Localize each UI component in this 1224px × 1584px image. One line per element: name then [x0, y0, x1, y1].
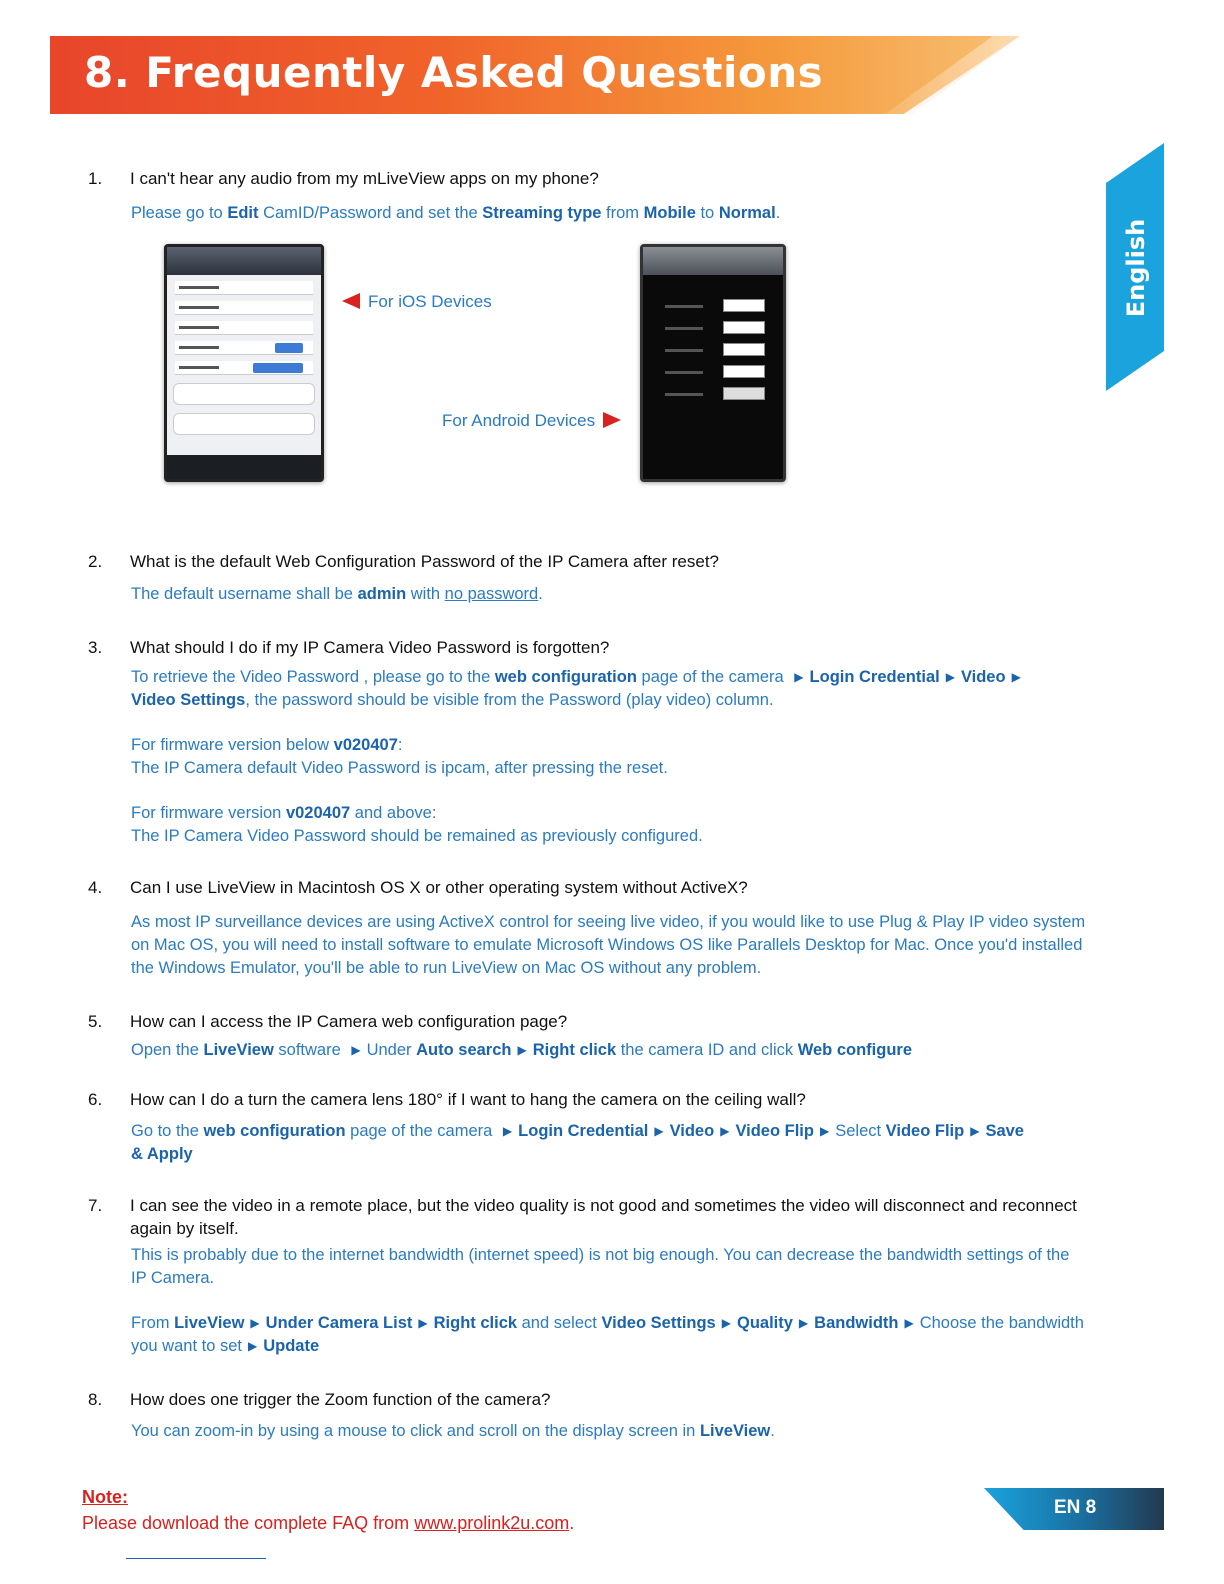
answer-text: software: [273, 1041, 346, 1059]
answer-bold: LiveView: [203, 1041, 274, 1059]
answer-bold: Video Flip: [735, 1122, 814, 1140]
faq-answer: [131, 583, 1088, 606]
answer-text: page of the camera: [345, 1122, 497, 1140]
android-callout: [442, 411, 621, 431]
answer-text: Choose the bandwidth you want to set: [131, 1314, 1084, 1355]
answer-bold: web configuration: [203, 1122, 346, 1140]
play-arrow-icon: ▶: [970, 1124, 980, 1138]
answer-bold: Mobile: [643, 204, 696, 222]
ios-tab-bar: [167, 455, 321, 479]
play-arrow-icon: ▶: [250, 1316, 260, 1330]
play-arrow-icon: ▶: [517, 1043, 527, 1057]
android-label: [665, 327, 703, 330]
arrow-left-icon: [342, 293, 360, 309]
faq-question: What should I do if my IP Camera Video Password is forgotten?: [130, 638, 610, 657]
faq-number: 3.: [88, 638, 103, 657]
faq-number: 6.: [88, 1090, 103, 1109]
faq-question: How does one trigger the Zoom function of the camera?: [130, 1390, 551, 1409]
firmware-above-note: [131, 802, 1088, 848]
faq-number: 7.: [88, 1196, 103, 1215]
ios-screenshot: [164, 244, 324, 482]
ios-row: [175, 321, 313, 335]
faq-steps: [131, 1312, 1088, 1358]
play-arrow-icon: ▶: [721, 1316, 731, 1330]
answer-text: and above:: [350, 804, 437, 822]
faq-question: What is the default Web Configuration Password of the IP Camera after reset?: [130, 552, 720, 571]
android-label: [665, 305, 703, 308]
android-label: [665, 393, 703, 396]
android-field: [723, 299, 765, 312]
ios-callout-label: For iOS Devices: [368, 292, 492, 311]
answer-text: page of the camera: [636, 668, 789, 686]
faq-number: 5.: [88, 1012, 103, 1031]
faq-answer: [131, 1420, 1088, 1443]
answer-text: :: [397, 736, 403, 754]
ios-title-bar: [167, 247, 321, 275]
answer-text: The default username shall be: [131, 585, 358, 603]
android-field: [723, 321, 765, 334]
faq-item-6: [88, 1088, 1088, 1166]
answer-text: From: [131, 1314, 175, 1332]
faq-item-1: [88, 167, 1088, 225]
answer-text: Go to the: [131, 1122, 204, 1140]
answer-bold: Quality: [736, 1314, 793, 1332]
faq-item-3: [88, 636, 1088, 848]
faq-question: I can see the video in a remote place, but the video quality is not good and sometimes the video will disconnect and reconnect again by itself.: [130, 1196, 1077, 1238]
answer-bold: Login Credential: [518, 1122, 649, 1140]
answer-text: .: [775, 204, 781, 222]
answer-text: to: [695, 204, 719, 222]
answer-text: Please go to: [131, 204, 228, 222]
ios-segment: [253, 363, 303, 373]
answer-text: The IP Camera default Video Password is ipcam, after pressing the reset.: [131, 759, 668, 777]
play-arrow-icon: ▶: [720, 1124, 730, 1138]
play-arrow-icon: ▶: [794, 670, 804, 684]
note-body: Please download the complete FAQ from: [82, 1513, 415, 1533]
note-text: [82, 1510, 574, 1536]
faq-answer: [131, 1039, 1088, 1062]
answer-bold: Video Settings: [601, 1314, 716, 1332]
answer-bold: Right click: [433, 1314, 518, 1332]
faq-question: How can I access the IP Camera web configuration page?: [130, 1012, 568, 1031]
play-arrow-icon: ▶: [418, 1316, 428, 1330]
play-arrow-icon: ▶: [904, 1316, 914, 1330]
answer-text: The IP Camera Video Password should be remained as previously configured.: [131, 827, 703, 845]
answer-text: For firmware version: [131, 804, 286, 822]
answer-text: Under: [366, 1041, 417, 1059]
answer-text: CamID/Password and set the: [258, 204, 483, 222]
play-arrow-icon: ▶: [351, 1043, 361, 1057]
answer-text: the camera ID and click: [616, 1041, 798, 1059]
page-title: 8. Frequently Asked Questions: [84, 48, 824, 97]
answer-text: .: [770, 1422, 775, 1440]
ios-callout: [342, 292, 492, 312]
firmware-version: v020407: [333, 736, 398, 754]
answer-bold: Under Camera List: [265, 1314, 413, 1332]
answer-text: , the password should be visible from the Password (play video) column.: [245, 691, 774, 709]
answer-bold: Streaming type: [482, 204, 602, 222]
android-field: [723, 343, 765, 356]
language-label-wrap: [1116, 208, 1156, 328]
faq-answer: [131, 666, 1088, 712]
answer-bold: Login Credential: [809, 668, 940, 686]
answer-bold: & Apply: [131, 1145, 193, 1163]
android-dropdown: [723, 387, 765, 400]
answer-bold: Edit: [227, 204, 259, 222]
faq-item-8: [88, 1388, 1088, 1443]
faq-question: I can't hear any audio from my mLiveView apps on my phone?: [130, 169, 599, 188]
answer-text: To retrieve the Video Password , please go to the: [131, 668, 495, 686]
answer-text: For firmware version below: [131, 736, 334, 754]
ios-toggle: [275, 343, 303, 353]
answer-bold: Auto search: [416, 1041, 512, 1059]
faq-number: 4.: [88, 878, 103, 897]
faq-download-link[interactable]: www.prolink2u.com: [414, 1513, 570, 1533]
faq-number: 1.: [88, 169, 103, 188]
android-screenshot: [640, 244, 786, 482]
play-arrow-icon: ▶: [502, 1124, 513, 1138]
answer-text: You can zoom-in by using a mouse to click and scroll on the display screen in: [131, 1422, 700, 1440]
faq-number: 8.: [88, 1390, 103, 1409]
faq-question: Can I use LiveView in Macintosh OS X or other operating system without ActiveX?: [130, 878, 748, 897]
answer-text: with: [406, 585, 445, 603]
play-arrow-icon: ▶: [819, 1124, 830, 1138]
answer-bold: Save: [985, 1122, 1024, 1140]
answer-text: .: [538, 585, 543, 603]
footer-note: [82, 1484, 574, 1536]
play-arrow-icon: ▶: [798, 1316, 809, 1330]
answer-bold: Web configure: [797, 1041, 913, 1059]
ios-group: [173, 413, 315, 435]
answer-text: and select: [517, 1314, 602, 1332]
faq-item-5: [88, 1010, 1088, 1062]
answer-text: Open the: [131, 1041, 204, 1059]
answer-text: from: [601, 204, 644, 222]
answer-bold: Video Flip: [885, 1122, 965, 1140]
faq-question: How can I do a turn the camera lens 180° if I want to hang the camera on the ceiling wall?: [130, 1090, 806, 1109]
faq-item-2: [88, 550, 1088, 606]
android-label: [665, 349, 703, 352]
answer-bold: Video: [960, 668, 1006, 686]
footer-divider: [126, 1558, 266, 1559]
note-end: .: [569, 1513, 575, 1533]
firmware-version: v020407: [285, 804, 351, 822]
android-title-bar: [643, 247, 783, 275]
ios-row: [175, 281, 313, 295]
faq-answer: As most IP surveillance devices are using ActiveX control for seeing live video, if you would like to use Plug & Play IP video system on Mac OS, you will need to install software to emulate Microsoft Windows OS like Parallels Desktop for Mac. Once you'd installed the Windows Emulator, you'll be able to run LiveView on Mac OS without any problem.: [131, 913, 1086, 977]
answer-bold: Normal: [718, 204, 776, 222]
ios-row: [175, 301, 313, 315]
android-label: [665, 371, 703, 374]
faq-item-4: [88, 876, 1088, 980]
answer-bold: Right click: [532, 1041, 617, 1059]
ios-row: [175, 361, 313, 375]
language-label: English: [1122, 218, 1151, 318]
faq-answer: [131, 1120, 1088, 1166]
answer-bold: LiveView: [174, 1314, 245, 1332]
faq-item-7: [88, 1194, 1088, 1358]
answer-bold: Video Settings: [131, 691, 246, 709]
answer-bold: Bandwidth: [814, 1314, 899, 1332]
play-arrow-icon: ▶: [1011, 670, 1021, 684]
ios-row: [175, 341, 313, 355]
arrow-right-icon: [603, 412, 621, 428]
play-arrow-icon: ▶: [247, 1339, 258, 1353]
android-callout-label: For Android Devices: [442, 411, 596, 430]
page-number: EN 8: [1054, 1497, 1097, 1518]
note-heading: Note:: [82, 1487, 128, 1507]
answer-underline: no password: [444, 585, 539, 603]
answer-bold: admin: [357, 585, 407, 603]
firmware-below-note: [131, 734, 1088, 780]
faq-answer: This is probably due to the internet bandwidth (internet speed) is not big enough. You can decrease the bandwidth settings of the IP Camera.: [131, 1246, 1070, 1287]
android-field: [723, 365, 765, 378]
answer-bold: Update: [263, 1337, 320, 1355]
answer-bold: web configuration: [494, 668, 637, 686]
answer-bold: LiveView: [699, 1422, 771, 1440]
answer-bold: Video: [669, 1122, 715, 1140]
answer-text: Select: [835, 1122, 886, 1140]
ios-group: [173, 383, 315, 405]
play-arrow-icon: ▶: [654, 1124, 664, 1138]
faq-answer: [131, 202, 1088, 225]
faq-number: 2.: [88, 552, 103, 571]
play-arrow-icon: ▶: [945, 670, 955, 684]
